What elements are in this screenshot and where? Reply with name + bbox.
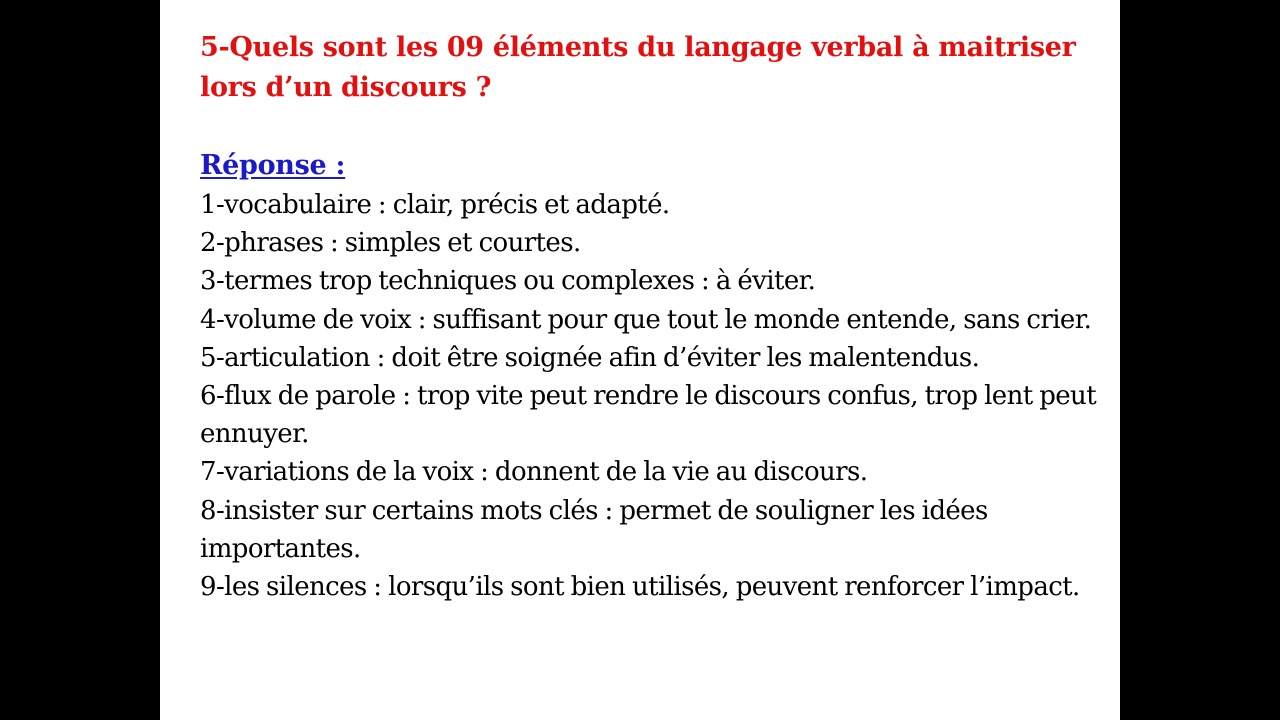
answer-item: 7-variations de la voix : donnent de la vie au discours. bbox=[200, 457, 868, 488]
answer-heading: Réponse : bbox=[200, 150, 346, 181]
answer-item: 1-vocabulaire : clair, précis et adapté. bbox=[200, 190, 670, 220]
answer-item: 3-termes trop techniques ou complexes : à éviter. bbox=[200, 266, 816, 297]
slide bbox=[160, 0, 1120, 720]
answer-item: 6-flux de parole : trop vite peut rendre le discours confus, trop lent peut ennuyer. bbox=[200, 381, 1097, 450]
answer-item: 8-insister sur certains mots clés : permet de souligner les idées importantes. bbox=[200, 495, 988, 564]
answer-item: 5-articulation : doit être soignée afin d’éviter les malentendus. bbox=[200, 342, 980, 373]
slide-content bbox=[200, 28, 1100, 606]
answer-item: 2-phrases : simples et courtes. bbox=[200, 228, 581, 259]
answer-item: 9-les silences : lorsqu’ils sont bien utilisés, peuvent renforcer l’impact. bbox=[200, 572, 1080, 603]
answer-list bbox=[200, 186, 1100, 606]
question-title: 5-Quels sont les 09 éléments du langage verbal à maitriser lors d’un discours ? bbox=[200, 32, 1076, 103]
answer-item: 4-volume de voix : suffisant pour que tout le monde entende, sans crier. bbox=[200, 304, 1092, 335]
spacer bbox=[200, 108, 1100, 146]
